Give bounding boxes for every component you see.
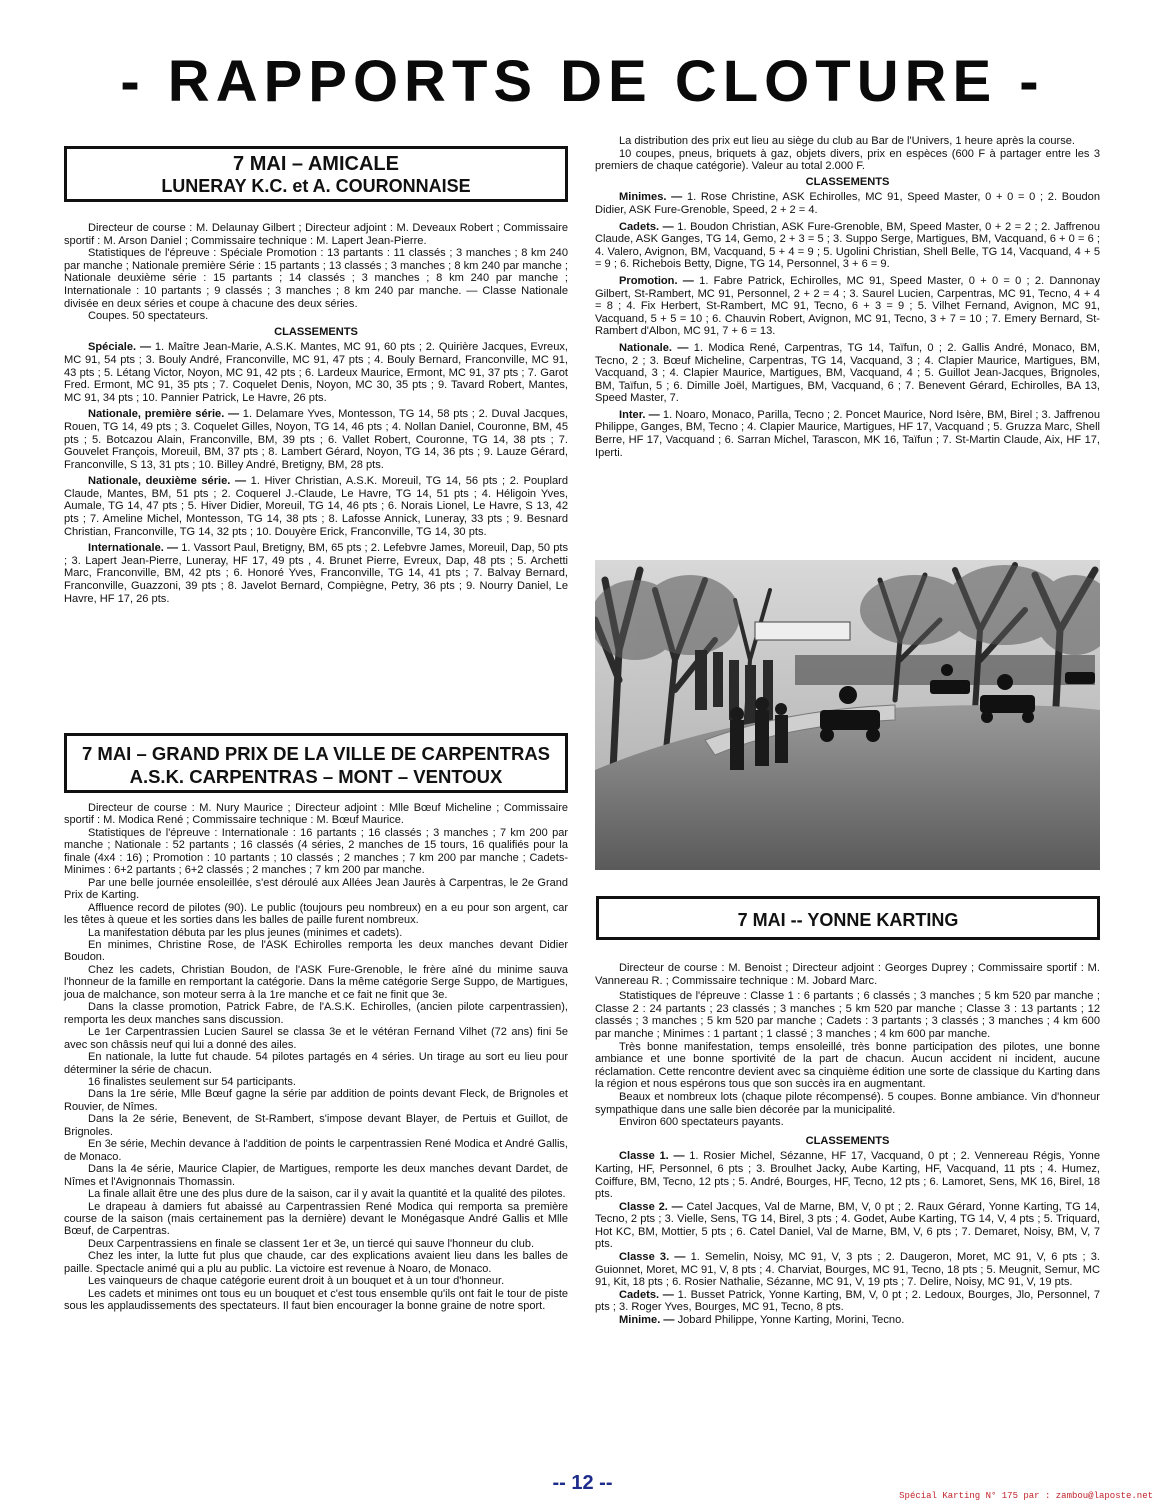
section1-spectators: Coupes. 50 spectateurs. xyxy=(88,310,209,323)
section3-result-classe2 xyxy=(595,1201,1100,1251)
section2-continued xyxy=(595,135,1100,459)
section2-officials: Directeur de course : M. Nury Maurice ; Directeur adjoint : Mlle Bœuf Micheline ; Commissaire sportif : M. Modica René ; Commissaire technique : M. Bœuf Maurice. xyxy=(64,802,568,827)
section2-para: Affluence record de pilotes (90). Le public (toujours peu nombreux) en a eu pour son argent, car les têtes à queue et les sorties dans les balles de paille furent nombreux. xyxy=(64,901,568,927)
result-text: 1. Maître Jean-Marie, A.S.K. Mantes, MC 91, 60 pts ; 2. Quirière Jacques, Evreux, MC 91, 54 pts ; 3. Bouly André, Franconville, MC 91, 47 pts ; 4. Bouly Bernard, Franconville, MC 91, 43 pts ; 5. Létang Victor, Noyon, MC 91, 42 pts ; 6. Lardeux Maurice, Ermont, MC 91, 37 pts ; 7. Garot Fred. Ermont, MC 91, 35 pts ; 7. Coquelet Denis, Noyon, MC 30, 35 pts ; 9. Tavard Robert, Mantes, MC 91, 34 pts ; 10. Pannier Patrick, Le Havre, 26 pts. xyxy=(64,341,569,404)
section2-result-inter xyxy=(595,409,1100,459)
section3-para: Environ 600 spectateurs payants. xyxy=(619,1116,784,1129)
section2-para: La manifestation débuta par les plus jeunes (minimes et cadets). xyxy=(88,926,403,939)
section2-para: La finale allait être une des plus dure de la saison, car il y avait la quantité et la qualité des pilotes. xyxy=(88,1188,566,1201)
section2-para: Dans la classe promotion, Patrick Fabre, de l'A.S.K. Echirolles, (ancien pilote carpentrassien), remporta les deux manches sans discussion. xyxy=(64,1001,568,1026)
result-text: 1. Modica René, Carpentras, TG 14, Taïfun, 0 ; 2. Gallis André, Monaco, BM, Tecno, 2 ; 3. Bœuf Micheline, Carpentras, TG 14, Vacquand, 3 ; 4. Clapier Maurice, Martigues, BM, Vacquand, 3 ; 4. Clapier Maurice, Martigues, BM, Vacquand, 4 ; 5. Guillot Jean-Jacques, Brignoles, BM, Taïfun, 5 ; 6. Dimille Joël, Martigues, BM, Vacquand, 6 ; 7. Benevent Gérard, Echirolles, BA 13, Speed Master, 7. xyxy=(595,341,1100,405)
section2-para: Dans la 2e série, Benevent, de St-Rambert, s'impose devant Blayer, de Pertuis et Guillot, de Brignoles. xyxy=(64,1113,568,1138)
result-label: Nationale, deuxième série. — xyxy=(88,475,247,488)
section2-para: Chez les cadets, Christian Boudon, de l'ASK Fure-Grenoble, le frère aîné du minime sauva l'honneur de la famille en remportant la catégorie. Dans la même catégorie Serge Suppo, de Martigues, joua de malchance, son moteur serra à la 1re manche et ce fait ne finit que 3e. xyxy=(64,963,568,1001)
result-text: 1. Hiver Christian, A.S.K. Moreuil, TG 14, 56 pts ; 2. Pouplard Claude, Mantes, BM, 51 pts ; 2. Coquerel J.-Claude, Le Havre, TG 14, 51 pts ; 4. Héligoin Yves, Aumale, TG 14, 47 pts ; 5. Hiver Didier, Moreuil, TG 14, 46 pts ; 6. Norais Lionel, Le Havre, S 13, 42 pts ; 7. Ameline Michel, Montesson, TG 14, 38 pts ; 8. Lafosse Annick, Luneray, 33 pts ; 9. Besnard Christian, Franconville, TG 14, 32 pts ; 10. Douyère Erick, Franconville, TG 14, 30 pts. xyxy=(64,475,568,538)
result-label: Minimes. — xyxy=(619,191,683,204)
section2-para: Par une belle journée ensoleillée, s'est déroulé aux Allées Jean Jaurès à Carpentras, le 2e Grand Prix de Karting. xyxy=(64,876,568,902)
section1-heading xyxy=(64,146,568,202)
section2-result-nationale xyxy=(595,342,1100,405)
result-text: 1. Boudon Christian, ASK Fure-Grenoble, BM, Speed Master, 0 + 2 = 2 ; 2. Jaffrenou Claude, ASK Ganges, TG 14, Gemo, 2 + 3 = 5 ; 3. Suppo Serge, Martigues, BM, Vacquand, 6 + 0 = 6 ; 4. Valero, Avignon, BM, Vacquand, 5 + 4 = 9 ; 5. Ugolini Christian, Shell Belle, TG 14, Vacquand, 4 + 5 = 9 ; 6. Richebois Betty, Digne, TG 14, Personnel, 3 + 6 = 9. xyxy=(595,220,1100,271)
result-text: 1. Fabre Patrick, Echirolles, MC 91, Speed Master, 0 + 0 = 0 ; 2. Dannonay Gilbert, St-Rambert, MC 91, Personnel, 2 + 2 = 4 ; 3. Saurel Lucien, Carpentras, MC 91, Tecno, 4 + 4 = 8 ; 4. Fix Herbert, St-Rambert, MC 91, Tecno, 6 + 3 = 9 ; 5. Vilhet Fernand, Avignon, MC 91, Vacquand, 5 + 5 = 10 ; 6. Chauvin Robert, Avignon, MC 91, Tecno, 3 + 7 = 10 ; 7. Emery Bernard, St-Rambert d'Albon, MC 91, 7 + 6 = 13. xyxy=(595,274,1100,338)
section3-result-classe3 xyxy=(595,1251,1100,1289)
result-text: 1. Rosier Michel, Sézanne, HF 17, Vacquand, 0 pt ; 2. Vennereau Régis, Yonne Karting, HF, Personnel, 6 pts ; 3. Broulhet Jacky, Aube Karting, HF, Vacquand, 11 pts ; 4. Humez, Coiffure, BM, Tecno, 12 pts ; 5. André, Bourges, HF, Tecno, 12 pts ; 6. Lamoret, Sens, MK 16, Birel, 18 pts. xyxy=(595,1150,1100,1201)
section3-para: Très bonne manifestation, temps ensoleillé, très bonne participation des pilotes, une bonne ambiance et une bonne sportivité de la part de chacun. Aucun accident ni incident, aucune réclamation. Cette rencontre devient avec sa cinquième édition une sorte de classique du Karting dans la région et nous espérons tous que son succès ira en augmentant. xyxy=(595,1040,1100,1091)
result-text: 1. Vassort Paul, Bretigny, BM, 65 pts ; 2. Lefebvre James, Moreuil, Dap, 50 pts ; 3. Lapert Jean-Pierre, Luneray, HF 17, 49 pts , 4. Brunet Pierre, Evreux, Dap, 48 pts ; 5. Archetti Marc, Franconville, BM, 42 pts ; 6. Honoré Yves, Franconville, TG 14, 41 pts ; 7. Balvay Bernard, Franconville, Guazzoni, 39 pts ; 8. Javelot Bernard, Compiègne, Petry, 36 pts ; 9. Nourry Daniel, Le Havre, HF 17, 26 pts. xyxy=(64,542,569,605)
result-text: Catel Jacques, Val de Marne, BM, V, 0 pt ; 2. Raux Gérard, Yonne Karting, TG 14, Tecno, 2 pts ; 3. Vielle, Sens, TG 14, Birel, 3 pts ; 4. Godet, Aube Karting, TG 14, V, 4 pts ; 5. Triquard, Hot KC, BM, Mottier, 5 pts ; 6. Catel Daniel, Val de Marne, BM, V, 6 pts ; 7. Demaret, Noisy, BM, V, 7 pts. xyxy=(595,1200,1100,1251)
result-text: Jobard Philippe, Yonne Karting, Morini, Tecno. xyxy=(674,1314,905,1327)
section1-statistics: Statistiques de l'épreuve : Spéciale Promotion : 13 partants : 11 classés ; 3 manches ; 8 km 240 par manche ; Nationale première Série : 15 partants ; 13 classés ; 3 manches ; 8 km 240 par manche ; Nationale deuxième série : 15 partants ; 14 classés ; 3 manches ; 8 km 240 par manche ; Internationale : 10 partants ; 9 classés ; 3 manches ; 8 km 240 par manche. — Classe Nationale divisée en deux séries et coupe à chacune des deux séries. xyxy=(64,247,568,310)
section3-statistics: Statistiques de l'épreuve : Classe 1 : 6 partants ; 6 classés ; 3 manches ; 5 km 520 par manche ; Classe 2 : 24 partants ; 23 classés ; 3 manches ; 5 km 520 par manche ; Classe 3 : 13 partants ; 12 classés ; 3 manches ; 5 km 520 par manche ; Cadets : 3 partants ; 3 classés ; 3 manches ; 4 km 600 par manche ; Minimes : 1 partant ; 1 classé ; 3 manches ; 4 km 600 par manche. xyxy=(595,990,1100,1040)
section2-result-minimes xyxy=(595,191,1100,216)
section1-result-speciale xyxy=(64,341,568,404)
section1-classements-heading: CLASSEMENTS xyxy=(274,325,358,338)
section2-result-cadets xyxy=(595,221,1100,271)
section2-prizes: 10 coupes, pneus, briquets à gaz, objets divers, prix en espèces (600 F à partager entre les 3 premiers de chaque catégorie). Valeur au total 2.000 F. xyxy=(595,147,1100,173)
result-text: 1. Rose Christine, ASK Echirolles, MC 91, Speed Master, 0 + 0 = 0 ; 2. Boudon Didier, ASK Fure-Grenoble, Speed, 2 + 2 = 4. xyxy=(595,191,1100,216)
section2-heading xyxy=(64,733,568,793)
section1-officials: Directeur de course : M. Delaunay Gilbert ; Directeur adjoint : M. Deveaux Robert ; Commissaire sportif : M. Arson Daniel ; Commissaire technique : M. Lapert Jean-Pierre. xyxy=(64,222,568,247)
section2-para: Les cadets et minimes ont tous eu un bouquet et c'est tous ensemble qu'ils ont fait le tour de piste sous les applaudissements des spectateurs. Il faut bien encourager la bonne graine de notre sport. xyxy=(64,1287,568,1313)
section3-classements-heading: CLASSEMENTS xyxy=(805,1134,890,1147)
result-label: Nationale, première série. — xyxy=(88,408,240,421)
result-label: Minime. — xyxy=(619,1314,675,1327)
race-photo-image xyxy=(595,560,1100,870)
section2-para: 16 finalistes seulement sur 54 participants. xyxy=(88,1075,296,1088)
section2-para: Le drapeau à damiers fut abaissé au Carpentrassien René Modica qui remporta sa première course de la saison (mais certainement pas la dernière) devant le Monégasque André Gallis et Mlle Bœuf, de Carpentras. xyxy=(64,1200,568,1238)
section2-para: En minimes, Christine Rose, de l'ASK Echirolles remporta les deux manches devant Didier Boudon. xyxy=(64,938,568,964)
section1-result-nationale-1 xyxy=(64,408,568,471)
section2-para: Les vainqueurs de chaque catégorie eurent droit à un bouquet et à un tour d'honneur. xyxy=(88,1275,505,1288)
section2-heading-line2: A.S.K. CARPENTRAS – MONT – VENTOUX xyxy=(129,766,503,787)
section2-para: En nationale, la lutte fut chaude. 54 pilotes partagés en 4 séries. Un tirage au sort eu lieu pour déterminer la série de chacun. xyxy=(64,1051,568,1076)
result-label: Cadets. — xyxy=(619,1288,674,1301)
race-photo xyxy=(595,560,1100,870)
result-label: Nationale. — xyxy=(619,341,689,354)
result-label: Inter. — xyxy=(619,408,660,421)
page-number: -- 12 -- xyxy=(552,1472,613,1494)
section3-officials: Directeur de course : M. Benoist ; Directeur adjoint : Georges Duprey ; Commissaire sportif : M. Vannereau R. ; Commissaire technique : M. Jobard Marc. xyxy=(595,962,1100,987)
result-label: Internationale. — xyxy=(88,542,179,555)
section3-body xyxy=(595,962,1100,1327)
footer-credit: Spécial Karting N° 175 par : zambou@laposte.net xyxy=(899,1491,1153,1501)
section1-heading-line2: LUNERAY K.C. et A. COURONNAISE xyxy=(161,176,471,196)
section1-result-internationale xyxy=(64,542,568,605)
result-label: Classe 3. — xyxy=(619,1251,686,1264)
section1-result-nationale-2 xyxy=(64,475,568,538)
result-label: Cadets. — xyxy=(619,220,674,233)
section2-para: Chez les inter, la lutte fut plus que chaude, car des explications avaient lieu dans les balles de paille. Spectacle animé qui a plu au public. La victoire est revenue à Noaro, de Monaco. xyxy=(64,1250,568,1275)
section3-result-cadets xyxy=(595,1289,1100,1314)
section2-para: En 3e série, Mechin devance à l'addition de points le carpentrassien René Modica et André Gallis, de Monaco. xyxy=(64,1138,568,1163)
section3-heading xyxy=(596,896,1100,940)
result-text: 1. Busset Patrick, Yonne Karting, BM, V, 0 pt ; 2. Ledoux, Bourges, Jlo, Personnel, 7 pts ; 3. Roger Yves, Bourges, MC 91, Tecno, 8 pts. xyxy=(595,1288,1100,1314)
page-title: - RAPPORTS DE CLOTURE - xyxy=(120,49,1045,114)
result-text: 1. Noaro, Monaco, Parilla, Tecno ; 2. Poncet Maurice, Nord Isère, BM, Birel ; 3. Jaffrenou Philippe, Ganges, BM, Tecno ; 4. Clapier Maurice, Martigues, HF 17, Vacquand ; 5. Gruzza Marc, Shell Berre, HF 17, Vacquand ; 6. Sarran Michel, Tarascon, MK 16, Taïfun ; 7. St-Martin Claude, Aix, HF 17, Iperti. xyxy=(595,408,1100,459)
result-label: Classe 1. — xyxy=(619,1150,685,1163)
section2-para: Dans la 4e série, Maurice Clapier, de Martigues, remporte les deux manches devant Dardet, de Nîmes et l'Avignonnais Thomassin. xyxy=(64,1163,568,1188)
section2-para: Le 1er Carpentrassien Lucien Saurel se classa 3e et le vétéran Fernand Vilhet (72 ans) fini 5e avec son châssis neuf qui lui a donné des ailes. xyxy=(64,1026,568,1051)
section2-prize-distribution: La distribution des prix eut lieu au siège du club au Bar de l'Univers, 1 heure après la course. xyxy=(619,135,1075,147)
section3-result-minime xyxy=(595,1314,1100,1327)
result-label: Promotion. — xyxy=(619,274,694,287)
section3-para: Beaux et nombreux lots (chaque pilote récompensé). 5 coupes. Bonne ambiance. Vin d'honneur sympathique dans une salle bien décorée par la municipalité. xyxy=(595,1090,1100,1116)
section2-statistics: Statistiques de l'épreuve : Internationale : 16 partants ; 16 classés ; 3 manches ; 7 km 200 par manche ; Nationale : 52 partants ; 16 classés (4 séries, 2 manches de 15 tours, 16 qualifiés pour la finale (4x4 : 16) ; Promotion : 10 partants ; 10 classés ; 2 manches ; 7 km 200 par manche ; Cadets-Minimes : 6+2 partants ; 6+2 classés ; 2 manches ; 7 km 200 par manche. xyxy=(64,826,568,877)
result-label: Classe 2. — xyxy=(619,1200,683,1213)
result-label: Spéciale. — xyxy=(88,341,152,354)
section3-heading-text: 7 MAI -- YONNE KARTING xyxy=(737,910,959,930)
section3-result-classe1 xyxy=(595,1150,1100,1200)
section2-result-promotion xyxy=(595,275,1100,338)
section2-para: Deux Carpentrassiens en finale se classent 1er et 3e, un tiercé qui sauve l'honneur du club. xyxy=(88,1237,535,1250)
section2-classements-heading: CLASSEMENTS xyxy=(805,175,890,188)
result-text: 1. Delamare Yves, Montesson, TG 14, 58 pts ; 2. Duval Jacques, Rouen, TG 14, 49 pts ; 3. Coquelet Gilles, Noyon, TG 14, 46 pts ; 4. Nollan Daniel, Couronne, BM, 45 pts ; 5. Botcazou Alain, Franconville, BM, 39 pts ; 6. Vallet Robert, Couronne, TG 14, 38 pts ; 7. Gouvelet François, Moreuil, BM, 37 pts ; 8. Lambert Gérard, Noyon, TG 14, 36 pts ; 9. Lauze Gérard, Franconville, S 13, 31 pts ; 10. Billey André, Bretigny, BM, 28 pts. xyxy=(64,408,568,471)
section2-para: Dans la 1re série, Mlle Bœuf gagne la série par addition de points devant Fleck, de Brignoles et Rouvier, de Nîmes. xyxy=(64,1088,568,1113)
section1-body xyxy=(64,222,568,605)
section2-heading-line1: 7 MAI – GRAND PRIX DE LA VILLE DE CARPENTRAS xyxy=(81,743,551,764)
result-text: 1. Semelin, Noisy, MC 91, V, 3 pts ; 2. Daugeron, Moret, MC 91, V, 6 pts ; 3. Guionnet, Moret, MC 91, V, 8 pts ; 4. Charviat, Bourges, MC 91, Tecno, 18 pts ; 5. Meugnit, Semur, MC 91, Kit, 18 pts ; 6. Rosier Nathalie, Sézanne, MC 91, V, 19 pts ; 7. Delire, Noisy, MC 91, V, 19 pts. xyxy=(595,1251,1101,1289)
section2-body xyxy=(64,802,568,1313)
section1-heading-line1: 7 MAI – AMICALE xyxy=(233,153,399,175)
